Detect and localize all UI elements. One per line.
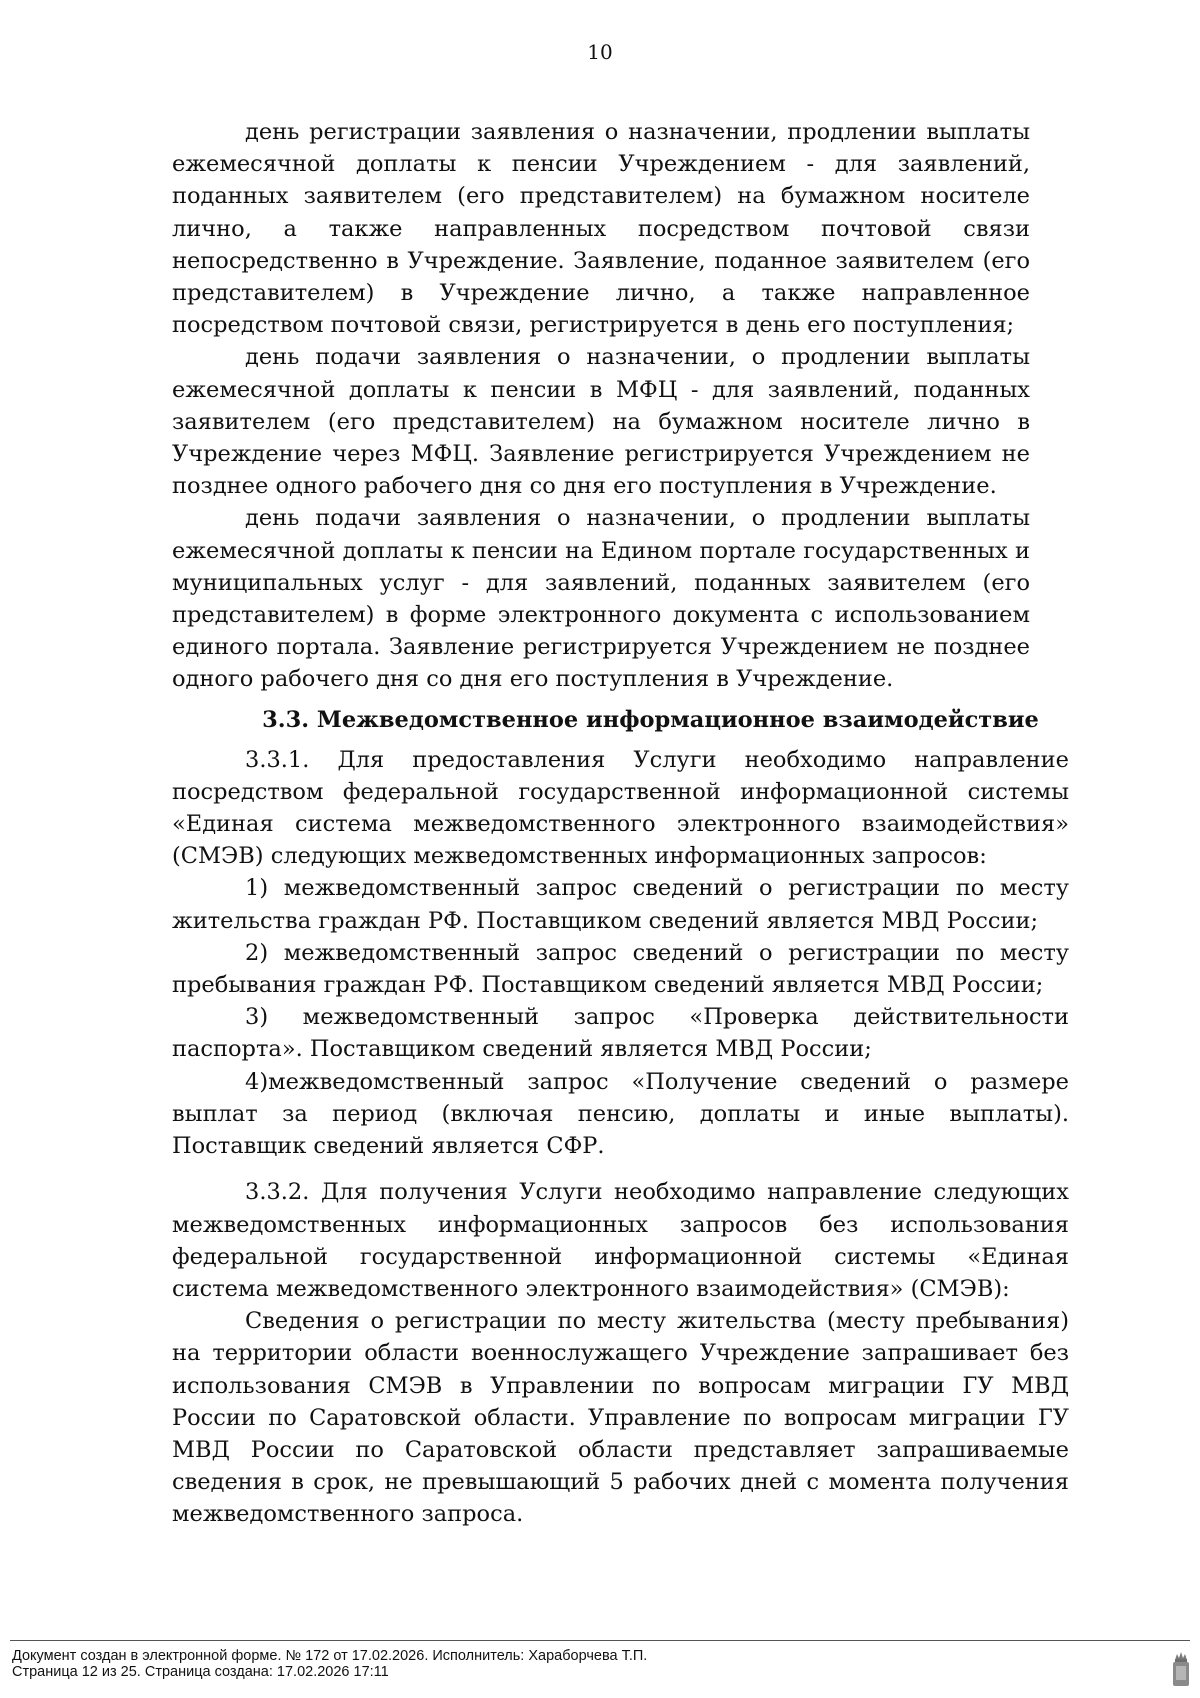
coat-of-arms-icon (1171, 1650, 1191, 1688)
list-item-3: 3) межведомственный запрос «Проверка действительности паспорта». Поставщиком сведений является МВД России; (172, 1004, 1069, 1063)
paragraph-3-3-2: 3.3.2. Для получения Услуги необходимо направление следующих межведомственных информационных запросов без использования федеральной государственной информационной системы «Единая система межведомственного электронного взаимодействия» (СМЭВ): (172, 1179, 1069, 1302)
document-body (172, 116, 1069, 1531)
page-number: 10 (587, 40, 613, 64)
paragraph-mfc-day: день подачи заявления о назначении, о продлении выплаты ежемесячной доплаты к пенсии в МФЦ - для заявлений, поданных заявителем (его представителем) на бумажном носителе лично в Учреждение через МФЦ. Заявление регистрируется Учреждением не позднее одного рабочего дня со дня его поступления в Учреждение. (172, 344, 1030, 500)
footer-divider (10, 1640, 1190, 1641)
footer-page-info: Страница 12 из 25. Страница создана: 17.02.2026 17:11 (12, 1664, 389, 1680)
list-item-1: 1) межведомственный запрос сведений о регистрации по месту жительства граждан РФ. Поставщиком сведений является МВД России; (172, 875, 1069, 934)
paragraph-portal-day: день подачи заявления о назначении, о продлении выплаты ежемесячной доплаты к пенсии на Едином портале государственных и муниципальных услуг - для заявлений, поданных заявителем (его представителем) в форме электронного документа с использованием единого портала. Заявление регистрируется Учреждением не позднее одного рабочего дня со дня его поступления в Учреждение. (172, 505, 1030, 693)
section-heading: 3.3. Межведомственное информационное взаимодействие (262, 706, 1039, 733)
paragraph-military-registration: Сведения о регистрации по месту жительства (месту пребывания) на территории области военнослужащего Учреждение запрашивает без использования СМЭВ в Управлении по вопросам миграции ГУ МВД России по Саратовской области. Управление по вопросам миграции ГУ МВД России по Саратовской области представляет запрашиваемые сведения в срок, не превышающий 5 рабочих дней с момента получения межведомственного запроса. (172, 1308, 1069, 1528)
paragraph-registration-day: день регистрации заявления о назначении, продлении выплаты ежемесячной доплаты к пенсии Учреждением - для заявлений, поданных заявителем (его представителем) на бумажном носителе лично, а также направленных посредством почтовой связи непосредственно в Учреждение. Заявление, поданное заявителем (его представителем) в Учреждение лично, а также направленное посредством почтовой связи, регистрируется в день его поступления; (172, 119, 1030, 339)
list-item-4: 4)межведомственный запрос «Получение сведений о размере выплат за период (включая пенсию, доплаты и иные выплаты). Поставщик сведений является СФР. (172, 1068, 1069, 1160)
paragraph-3-3-1: 3.3.1. Для предоставления Услуги необходимо направление посредством федеральной государственной информационной системы «Единая система межведомственного электронного взаимодействия» (СМЭВ) следующих межведомственных информационных запросов: (172, 746, 1069, 870)
footer-document-info: Документ создан в электронной форме. № 172 от 17.02.2026. Исполнитель: Харaборчева Т.П. (12, 1648, 648, 1664)
footer (12, 1648, 1112, 1680)
list-item-2: 2) межведомственный запрос сведений о регистрации по месту пребывания граждан РФ. Поставщиком сведений является МВД России; (172, 939, 1069, 999)
